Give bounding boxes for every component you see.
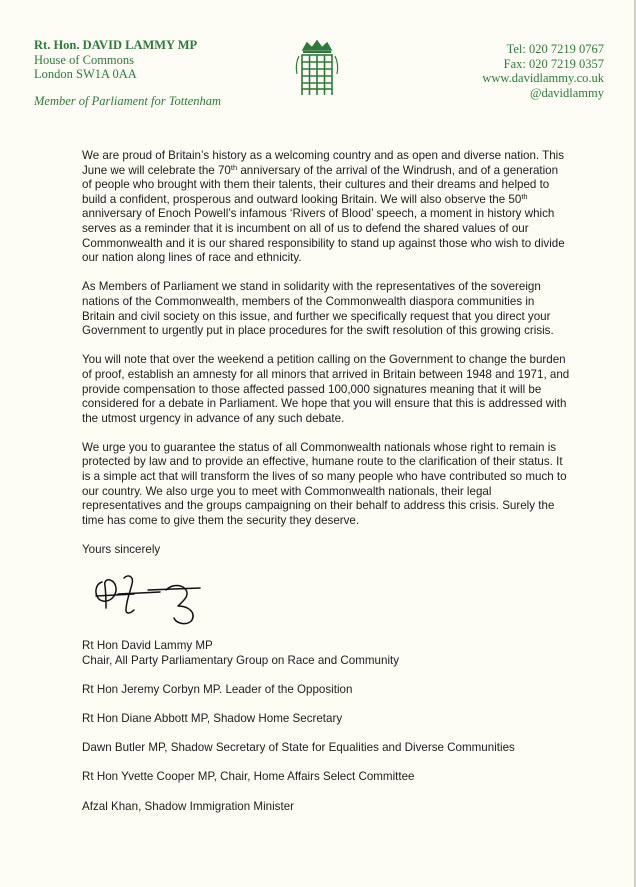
fax: Fax: 020 7219 0357 <box>503 56 604 71</box>
signatory <box>82 770 582 785</box>
handwritten-signature <box>88 570 228 628</box>
letter-body <box>82 149 570 572</box>
address-line-2: London SW1A 0AA <box>34 67 137 81</box>
signatory <box>82 800 582 815</box>
twitter-handle[interactable]: @davidlammy <box>530 85 604 100</box>
signatory <box>82 741 582 756</box>
signatory-name: Dawn Butler MP, Shadow Secretary of State for Equalities and Diverse Communities <box>82 741 515 755</box>
paragraph-4: We urge you to guarantee the status of all Commonwealth nationals whose right to remain is protected by law and to provide an effective, humane route to the clarification of their status. It is a simple act that will transform the lives of so many people who have contributed so much to our country. We also urge you to meet with Commonwealth nationals, their legal representatives and the groups campaigning on their behalf to address this crisis. Surely the time has come to give them the security they deserve. <box>82 440 567 527</box>
signatory-name: Afzal Khan, Shadow Immigration Minister <box>82 799 294 813</box>
sender-role: Member of Parliament for Tottenham <box>34 93 222 108</box>
signatory-name: Rt Hon David Lammy MP <box>82 639 213 652</box>
paragraph-1: We are proud of Britain’s history as a welcoming country and as open and diverse nation. This June we will celebrate the 70th anniversary of the arrival of the Windrush, and of a generation of people who brought with them their talents, their cultures and their dreams and helped to build a confident, prosperous and outward looking Britain. We will also observe the 50th anniversary of Enoch Powell’s infamous ‘Rivers of Blood’ speech, a moment in history which serves as a reminder that it is incumbent on all of us to defend the shared values of our Commonwealth and it is our shared responsibility to stand up against those who wish to divide our nation along lines of race and ethnicity. <box>82 149 565 265</box>
website-link[interactable]: www.davidlammy.co.uk <box>482 71 604 85</box>
paragraph-3: You will note that over the weekend a petition calling on the Government to change the burden of proof, establish an amnesty for all minors that arrived in Britain between 1948 and 1971, and provide compensation to those affected passed 100,000 signatures meaning that it will be considered for a debate in Parliament. We hope that you will ensure that this is addressed with the utmost urgency in advance of any such debate. <box>82 353 570 425</box>
signatory <box>82 639 582 668</box>
closing-salutation: Yours sincerely <box>82 543 161 557</box>
signatory-name: Rt Hon Jeremy Corbyn MP. Leader of the Opposition <box>82 682 353 696</box>
signatory-title: Chair, All Party Parliamentary Group on Race and Community <box>82 653 400 667</box>
sender-name: Rt. Hon. DAVID LAMMY MP <box>34 38 198 52</box>
telephone: Tel: 020 7219 0767 <box>506 42 604 56</box>
letterhead-sender <box>34 38 221 108</box>
signatory-name: Rt Hon Yvette Cooper MP, Chair, Home Affairs Select Committee <box>82 770 415 784</box>
address-line-1: House of Commons <box>34 52 134 67</box>
portcullis-icon <box>293 40 341 98</box>
paragraph-2: As Members of Parliament we stand in solidarity with the representatives of the sovereign nations of the Commonwealth, members of the Commonwealth diaspora communities in Britain and civil society on this issue, and further we specifically request that you direct your Government to urgently put in place procedures for the swift resolution of this growing crisis. <box>82 280 554 338</box>
signatory <box>82 683 582 698</box>
signatory-name: Rt Hon Diane Abbott MP, Shadow Home Secretary <box>82 711 343 725</box>
letterhead-contact <box>482 42 604 100</box>
signatory <box>82 712 582 727</box>
signatories-list <box>82 639 582 829</box>
